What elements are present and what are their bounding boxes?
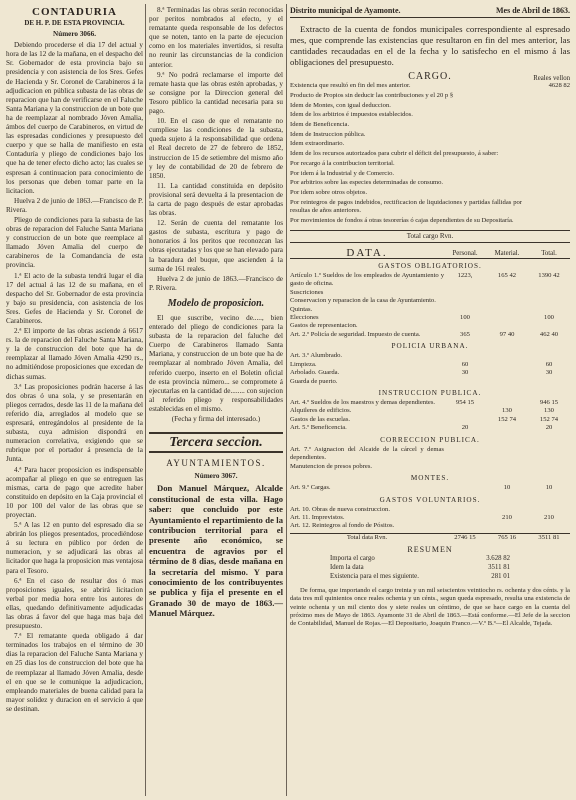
data-row-total: 10: [545, 484, 553, 492]
data-row-label: Artículo 1.º Sueldos de los empleados de Ayuntamiento y gasto de oficina.: [290, 272, 444, 288]
data-row-label: Art. 3.º Alumbrado.: [290, 352, 343, 360]
data-row-total: [528, 297, 570, 305]
paragraph: 12. Serán de cuenta del rematante los gastos de subasta, escritura y pago de honorarios á los peritos que reconozcan las obras ejecutadas y los que se han elevado para la baradura del buque, que ascienden á la suma de 161 reales.: [149, 219, 283, 273]
paragraph: 4.ª Para hacer proposicion es indispensable acompañar al pliego en que se entreguen las mismas, carta de pago que acredite haber constituido en depósito en la Caja provincial el 10 por 100 del valor de las obras que se proyectan.: [6, 465, 143, 519]
resumen-row-value: 3.628 82: [486, 555, 510, 563]
data-row-total: [528, 522, 570, 530]
paragraph: 11. La cantidad constituida en depósito provisional será devuelta á la presentacion de la carta de pago después de estar aprobadas las obras.: [149, 181, 283, 218]
data-section-title: GASTOS OBLIGATORIOS.: [378, 261, 482, 270]
data-row: [290, 424, 570, 432]
column-2: [149, 6, 283, 620]
data-total-label: Total data Rvn.: [346, 533, 388, 541]
resumen-row: [290, 555, 570, 564]
cargo-block: [290, 72, 570, 81]
cargo-row: [290, 102, 570, 112]
data-row-total: [528, 306, 570, 314]
paragraph: 3.ª Las proposiciones podrán hacerse á las dos obras ó una sola, y se presentarán en pliegos cerrados, desde las 11 de la mañana del referido dia, arreglados al modelo que se espresará, entregándolos al presidente de la subasta, cuya admision dispondrá en numeracion correlativa, exigiendo que se rubrique por el portador á presencia de la Junta.: [6, 382, 143, 464]
data-row-label: Art. 5.º Beneficencia.: [290, 424, 347, 432]
data-row-material: [486, 322, 528, 330]
data-row-material: 10: [503, 484, 511, 492]
data-total-personal: 2746 15: [454, 533, 476, 541]
notice-number: Número 3066.: [53, 30, 96, 39]
resumen-row: [290, 573, 570, 582]
data-row-total: [528, 506, 570, 514]
resumen-rows: [290, 555, 570, 581]
cargo-row-label: Existencia que resultó en fin del mes anterior.: [290, 82, 411, 90]
cargo-row: [290, 217, 570, 227]
data-row-personal: [444, 416, 486, 424]
data-row-total: 210: [544, 514, 554, 522]
paragraph: Huelva 2 de junio de 1863.—Francisco de P. Rivera.: [6, 196, 143, 214]
data-row-personal: 1223,: [457, 272, 473, 280]
resumen-row-label: Existencia para el mes siguiente.: [330, 572, 419, 580]
column-1: [6, 6, 143, 715]
district-label: Distrito municipal de Ayamonte.: [290, 6, 401, 15]
cargo-row-amount: [522, 217, 570, 226]
cargo-row-label: Idem de Montes, con igual deduccion.: [290, 101, 391, 109]
data-row-material: [486, 369, 528, 377]
resumen-title: RESUMEN: [407, 545, 453, 555]
paragraph: 8.ª Terminadas las obras serán reconocidas por peritos nombrados al efecto, y el rematante queda responsable de los defectos que se noten, tanto en la parte de ejecucion como en los materiales invertidos, si resulta no reunir las circunstancias de la condicion anterior.: [149, 6, 283, 69]
data-row-label: Art. 2.º Policía de seguridad. Impuesto de cuenta.: [290, 330, 421, 338]
data-row: [290, 522, 570, 530]
paragraph: Debiendo procederse el dia 17 del actual y hora de las 12 de la mañana, en el despacho del Sr. Gobernador de esta provincia bajo su presidencia y con asistencia de los Sres. Gefes de Hacienda y Sr. Coronel de Carabineros á la adjudicacion en pública subasta de las obras de reparacion que han de verificarse en el Faluche Santa Mariana y la construccion de un bote que ha de reemplazar al nombrado Jóven Amalia, ámbos del cuerpo de Carabineros, en virtud de las espresadas condiciones y presupuesto del cuerpo y que se halla de manifiesto en esta Contaduría y pliego de condiciones bajo los que ha de tener efecto dicho acto; las cuales se espresan á continuacion para conocimiento de los personas que deben tomar parte en la licitacion.: [6, 41, 143, 195]
cargo-row-label: Por idem sobre otros objetos.: [290, 188, 368, 196]
data-row-personal: 954 15: [455, 399, 475, 407]
cargo-row-amount: [522, 140, 570, 149]
data-row-label: Art. 10. Obras de nueva construccion.: [290, 505, 390, 513]
cargo-row-label: Por recargo á la contribucion territorial.: [290, 159, 395, 167]
data-row-total: [528, 463, 570, 471]
cargo-row-label: Idem de los recursos autorizados para cubrir el déficit del presupuesto, á saber:: [290, 150, 499, 158]
cargo-row: [290, 189, 570, 199]
resumen-row-value: 3511 81: [488, 563, 510, 571]
cargo-row: [290, 121, 570, 131]
column-3-account: [290, 6, 570, 629]
data-row-personal: [444, 506, 486, 514]
data-row-label: Guarda de puerto.: [290, 377, 338, 385]
data-row-total: [528, 446, 570, 463]
data-row-personal: [444, 514, 486, 522]
data-row-personal: [444, 289, 486, 297]
data-row-personal: [444, 463, 486, 471]
resumen-row: [290, 564, 570, 573]
data-row-material: [486, 522, 528, 530]
data-row: [290, 463, 570, 471]
cargo-row-amount: [522, 179, 570, 188]
account-header: [290, 6, 570, 18]
notice-number: Número 3067.: [194, 472, 238, 481]
cargo-row-label: Idem de Beneficencia.: [290, 121, 350, 128]
alcalde-notice: Don Manuel Márquez, Alcalde constitucional de esta villa. Hago saber: que concluido por este Ayuntamiento el repartimiento de la contribucion territorial para el presente año económico, se encuentra de agravios por el término de 8 dias, desde mañana en la secretaría del mismo. Y para conocimiento de los contribuyentes se publica y fija el presente en el Granado 30 de mayo de 1863.—Manuel Márquez.: [149, 483, 283, 619]
data-row-total: 130: [544, 407, 554, 415]
data-row-material: [486, 289, 528, 297]
column-divider: [145, 4, 146, 796]
cargo-row-amount: [522, 199, 570, 216]
cargo-row: [290, 179, 570, 189]
data-row: [290, 314, 570, 322]
cargo-row-label: Idem de Instruccion pública.: [290, 130, 366, 138]
section-subtitle: DE H. P. DE ESTA PROVINCIA.: [24, 19, 125, 27]
data-row-total: 1390 42: [538, 272, 560, 280]
data-row-label: Suscriciones: [290, 288, 324, 296]
data-row-material: [486, 314, 528, 322]
data-row-material: 97 40: [499, 330, 515, 338]
cargo-row-label: Producto de Propios sin deducir las contribuciones y el 20 p §: [290, 91, 454, 99]
data-row-material: [486, 378, 528, 386]
data-row-label: Manutencion de presos pobres.: [290, 462, 373, 470]
data-row-label: Gastos de las escuelas.: [290, 415, 351, 423]
resumen-row-value: 281 01: [491, 572, 510, 580]
data-row-total: [528, 352, 570, 360]
data-row-material: 210: [502, 514, 512, 522]
cargo-row: [290, 140, 570, 150]
paragraph: Huelva 2 de junio de 1863.—Francisco de P. Rivera.: [149, 274, 283, 292]
data-row-total: 946 15: [539, 399, 559, 407]
data-header: [290, 246, 570, 259]
data-sections: [290, 262, 570, 531]
data-row-personal: 30: [461, 369, 469, 377]
cargo-row: [290, 170, 570, 180]
data-row-total: 152 74: [539, 415, 559, 423]
cargo-row-amount: [522, 160, 570, 169]
data-row-label: Art. 9.º Cargas.: [290, 484, 331, 492]
data-section-title: GASTOS VOLUNTARIOS.: [379, 495, 481, 504]
data-row-personal: [444, 446, 486, 463]
paragraph: 9.ª No podrá reclamarse el importe del remate hasta que las obras estén aprobadas, y se consigne por la Direccion general del Tesoro público la cantidad necesaria para su pago.: [149, 70, 283, 116]
data-row: [290, 297, 570, 305]
data-row-label: Art. 11. Imprevistos.: [290, 514, 345, 522]
data-row-material: [486, 352, 528, 360]
data-row-total: 462 40: [539, 330, 559, 338]
data-row-label: Conservacion y reparacion de la casa de Ayuntamiento.: [290, 297, 436, 305]
paragraph: 2.ª El importe de las obras asciende á 6617 rs. la de reparacion del Faluche Santa Mariana, y la de construccion del bote que ha de reemplazar al llamado Jóven Amalia 4290 rs., no admitiéndose proposiciones que excedan de dichas sumas.: [6, 327, 143, 381]
section-heading-tercera: Tercera seccion.: [149, 432, 283, 453]
data-row-material: 165 42: [497, 272, 517, 280]
resumen-row-label: Idem la data: [330, 563, 364, 571]
data-section-title: CORRECCION PUBLICA.: [380, 435, 480, 444]
data-row-label: Art. 4.º Sueldos de los maestros y demas dependientes.: [290, 399, 436, 407]
data-row-material: [486, 506, 528, 514]
data-section-title: MONTES.: [410, 474, 450, 483]
cargo-row-amount: [522, 102, 570, 111]
data-row: [290, 361, 570, 369]
resumen-row-label: Importa el cargo: [330, 555, 375, 563]
data-row-label: Limpieza.: [290, 360, 317, 368]
cargo-row-label: Por reintegros de pagos indebidos, rectificacion de liquidaciones y partidas fallidas por resultas de años anteriores.: [290, 198, 522, 215]
data-row-material: [486, 399, 528, 407]
extract-intro: Extracto de la cuenta de fondos municipales correspondiente al espresado mes, que comprende las existencias que resultaron en fin del mes anterior, las cantidades recaudadas en el de la fecha y lo satisfecho en el mismo á las obligaciones del presupuesto.: [290, 24, 570, 68]
data-row-total: 30: [545, 369, 553, 377]
cargo-row-amount: [522, 111, 570, 120]
data-row: [290, 514, 570, 522]
cargo-row-label: Idem extraordinario.: [290, 140, 345, 148]
data-row-personal: [444, 407, 486, 415]
paragraph: Pliego de condiciones para la subasta de las obras de reparacion del Faluche Santa Mariana y construccion de un bote que reemplace al llamado Jóven Amalia del cuerpo de carabineros de la Comandancia de esta provincia.: [6, 215, 143, 270]
cargo-total: Total cargo Rvn.: [290, 230, 570, 243]
data-row-personal: [444, 306, 486, 314]
data-row-total: 20: [545, 424, 553, 432]
data-row: [290, 407, 570, 415]
ayuntamientos-heading: AYUNTAMIENTOS.: [166, 458, 266, 469]
data-row-total: 60: [545, 360, 553, 368]
data-row-material: [486, 424, 528, 432]
section-title-contaduria: CONTADURIA: [32, 6, 117, 18]
data-col-personal: Personal.: [452, 249, 478, 257]
data-col-material: Material.: [494, 249, 520, 257]
data-row: [290, 289, 570, 297]
data-row-material: [486, 306, 528, 314]
data-row-total: 100: [544, 314, 554, 322]
data-row: [290, 506, 570, 514]
data-row: [290, 369, 570, 377]
paragraph: 5.ª A las 12 en punto del espresado dia se abrirán los pliegos presentados, procediéndose á su lectura en público por órden de numeracion, y se adjudicará las obras al licitador que haga la proposicion mas ventajosa para el Tesoro.: [6, 521, 143, 575]
data-row-label: Elecciones: [290, 314, 319, 322]
data-row-material: [486, 361, 528, 369]
data-row-personal: [444, 352, 486, 360]
data-total-material: 765 16: [497, 533, 517, 541]
cargo-row-label: Por idem á la Industrial y de Comercio.: [290, 169, 395, 177]
closing-paragraph: De forma, que importando el cargo treinta y un mil seiscientos veintiocho rs. ochenta y dos cénts. y la data tres mil quinientos once reales ochenta y un cénts., segun queda espresado, resulta una existencia de veinte ochenta y un mil ciento dos y siete reales un céntimo, de que se hace cargo en la cuenta del próximo mes de Mayo de 1863. Ayamonte 31 de Abril de 1863.—Está conforme.—El Jefe de la seccion de Contabilidad, Manuel de Rojas.—El Depositario, Joaquin Franco.—V.º B.º—El Alcalde, Tejada.: [290, 587, 570, 627]
data-row-label: Art. 12. Reintegros al fondo de Pósitos.: [290, 522, 395, 530]
data-row-personal: 20: [461, 424, 469, 432]
data-row: [290, 399, 570, 407]
cargo-row: [290, 199, 570, 217]
cargo-row-label: Idem de los arbitrios é impuestos establecidos.: [290, 111, 413, 119]
data-row: [290, 272, 570, 289]
data-row-personal: 100: [460, 314, 470, 322]
data-row-personal: [444, 297, 486, 305]
modelo-text: El que suscribe, vecino de....., bien enterado del pliego de condiciones para la subasta de la reparacion del faluche del Cuerpo de Carabineros llamado Santa Mariana, y construccion de un bote que ha de reemplazar al nombrado Jóven Amalia, del referido cuerpo, inserto en el Boletin oficial de esta provincia número... se compromete á ejecutarlas en la cantidad de........ con sujecion al referido pliego y responsabilidades establecidas en el mismo.: [149, 314, 283, 413]
data-title: DATA.: [346, 246, 388, 259]
data-row-material: [486, 297, 528, 305]
data-row: [290, 378, 570, 386]
paragraph: 6.ª En el caso de resultar dos ó mas proposiciones iguales, se abrirá licitacion verbal por media hora entre los autores de ellas, quedando definitivamente adjudicadas las obras á favor del que haga mas baja del presupuesto.: [6, 576, 143, 631]
month-label: Mes de Abril de 1863.: [496, 6, 570, 15]
data-row-personal: [444, 522, 486, 530]
data-col-total: Total.: [541, 249, 557, 257]
data-row: [290, 322, 570, 330]
data-row-material: 130: [502, 407, 512, 415]
cargo-row-amount: [522, 121, 570, 130]
data-row-personal: [444, 378, 486, 386]
data-row: [290, 331, 570, 339]
data-row-personal: 365: [460, 330, 470, 338]
paragraph: 10. En el caso de que el rematante no cumpliese las condiciones de la subasta, queda sujeto á la responsabilidad que ordena el Real decreto de 27 de febrero de 1852, instruccion de 15 de setiembre del mismo año y ley de contabilidad de 20 de febrero de 1850.: [149, 117, 283, 180]
data-total-total: 3511 81: [538, 533, 560, 541]
cargo-row-amount: 4628 82: [548, 82, 570, 90]
data-row-total: [528, 322, 570, 330]
data-section-title: POLICIA URBANA.: [391, 342, 469, 351]
modelo-signature: (Fecha y firma del interesado.): [171, 415, 261, 424]
data-total-row: [290, 533, 570, 542]
cargo-row: [290, 82, 570, 92]
cargo-row: [290, 150, 570, 160]
column-divider: [286, 4, 287, 796]
data-row-personal: 60: [461, 360, 469, 368]
cargo-row-amount: [522, 189, 570, 198]
cargo-row-amount: [522, 170, 570, 179]
paragraph: 1.ª El acto de la subasta tendrá lugar el dia 17 del actual á las 12 de su mañana, en el despacho del Sr. Gobernador de esta provincia y bajo su presidencia, con asistencia de los Sres. Gefes de Hacienda y Sr. Coronel de Carabineros.: [6, 271, 143, 325]
data-row-label: Art. 7.º Asignacion del Alcaide de la cárcel y demas dependientes.: [290, 445, 444, 462]
data-row-label: Quintas.: [290, 305, 313, 313]
data-row-total: [528, 378, 570, 386]
cargo-row-label: Por movimientos de fondos á otras tesorerías ó cajas dependientes de su Depositaría.: [290, 217, 514, 225]
modelo-title: Modelo de proposicion.: [167, 297, 265, 309]
data-row: [290, 306, 570, 314]
data-row-label: Alquileres de edificios.: [290, 407, 352, 415]
data-row: [290, 484, 570, 492]
data-row-label: Gastos de representacion.: [290, 322, 358, 330]
data-row: [290, 416, 570, 424]
data-row: [290, 446, 570, 463]
data-row: [290, 352, 570, 360]
cargo-row-amount: [522, 92, 570, 101]
cargo-title: CARGO.: [408, 71, 452, 83]
cargo-row: [290, 111, 570, 121]
paragraph: 7.ª El rematante queda obligado á dar terminados los trabajos en el término de 30 dias la reparacion del Faluche Santa Mariana y en 25 dias los de construccion del bote que ha de reemplazar al llamado Jóven Amalia, desde el en que se le comunique la adjudicacion, empleando materiales de buena calidad para la mayor solidez y duracion en el servicio á que se destinan.: [6, 632, 143, 713]
data-section-title: INSTRUCCION PUBLICA.: [378, 388, 482, 397]
cargo-rows: [290, 82, 570, 227]
data-row-personal: [444, 322, 486, 330]
data-row-material: [486, 446, 528, 463]
data-row-label: Arbolado. Guarda.: [290, 369, 340, 377]
data-row-total: [528, 289, 570, 297]
data-row-material: [486, 463, 528, 471]
cargo-row: [290, 160, 570, 170]
cargo-row-label: Por arbitrios sobre las especies determinadas de consumo.: [290, 179, 444, 187]
cargo-row: [290, 131, 570, 141]
cargo-row-amount: [522, 150, 570, 159]
data-row-personal: [444, 484, 486, 492]
cargo-row: [290, 92, 570, 102]
cargo-row-amount: [522, 131, 570, 140]
data-row-material: 152 74: [497, 415, 517, 423]
cargo-column-label: Reales vellon: [533, 75, 570, 83]
